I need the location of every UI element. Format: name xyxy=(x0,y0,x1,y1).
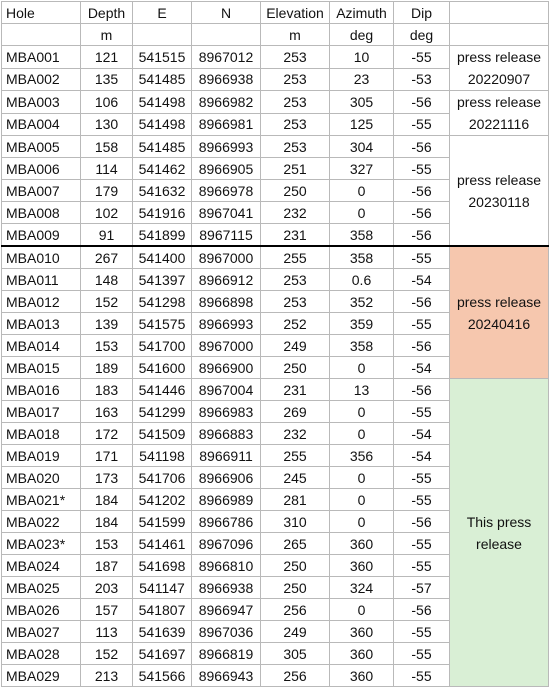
cell-elevation: 255 xyxy=(261,246,330,269)
cell-easting: 541706 xyxy=(133,467,192,489)
cell-depth: 113 xyxy=(81,621,133,643)
cell-depth: 121 xyxy=(81,46,133,69)
cell-northing: 8966981 xyxy=(192,113,261,136)
drill-hole-table xyxy=(1,1,549,687)
unit-hole xyxy=(2,24,81,46)
unit-notes xyxy=(450,24,549,46)
cell-dip: -56 xyxy=(394,136,450,158)
cell-hole: MBA009 xyxy=(2,224,81,247)
cell-elevation: 245 xyxy=(261,467,330,489)
cell-northing: 8966898 xyxy=(192,291,261,313)
cell-depth: 139 xyxy=(81,313,133,335)
cell-azimuth: 0 xyxy=(330,489,394,511)
cell-easting: 541397 xyxy=(133,269,192,291)
cell-hole: MBA026 xyxy=(2,599,81,621)
cell-dip: -55 xyxy=(394,665,450,687)
cell-elevation: 253 xyxy=(261,136,330,158)
cell-elevation: 281 xyxy=(261,489,330,511)
cell-elevation: 250 xyxy=(261,357,330,379)
cell-depth: 152 xyxy=(81,291,133,313)
cell-elevation: 256 xyxy=(261,599,330,621)
header-azimuth: Azimuth xyxy=(330,2,394,24)
cell-northing: 8966911 xyxy=(192,445,261,467)
cell-hole: MBA017 xyxy=(2,401,81,423)
cell-northing: 8966993 xyxy=(192,136,261,158)
press-release-note xyxy=(450,136,549,247)
cell-northing: 8966912 xyxy=(192,269,261,291)
cell-azimuth: 23 xyxy=(330,68,394,91)
cell-dip: -55 xyxy=(394,246,450,269)
cell-northing: 8967012 xyxy=(192,46,261,69)
cell-depth: 163 xyxy=(81,401,133,423)
note-line: press release xyxy=(456,293,542,310)
cell-depth: 153 xyxy=(81,335,133,357)
cell-azimuth: 358 xyxy=(330,335,394,357)
cell-hole: MBA025 xyxy=(2,577,81,599)
cell-depth: 187 xyxy=(81,555,133,577)
cell-dip: -55 xyxy=(394,621,450,643)
cell-hole: MBA016 xyxy=(2,379,81,401)
cell-easting: 541498 xyxy=(133,91,192,114)
cell-northing: 8966947 xyxy=(192,599,261,621)
cell-easting: 541899 xyxy=(133,224,192,247)
cell-azimuth: 13 xyxy=(330,379,394,401)
cell-easting: 541509 xyxy=(133,423,192,445)
cell-easting: 541446 xyxy=(133,379,192,401)
cell-northing: 8967004 xyxy=(192,379,261,401)
cell-northing: 8966978 xyxy=(192,180,261,202)
cell-elevation: 253 xyxy=(261,113,330,136)
note-line: 20230118 xyxy=(468,193,530,210)
cell-azimuth: 358 xyxy=(330,246,394,269)
cell-hole: MBA018 xyxy=(2,423,81,445)
cell-hole: MBA020 xyxy=(2,467,81,489)
cell-elevation: 249 xyxy=(261,621,330,643)
cell-hole: MBA006 xyxy=(2,158,81,180)
cell-dip: -56 xyxy=(394,180,450,202)
cell-dip: -56 xyxy=(394,511,450,533)
cell-depth: 148 xyxy=(81,269,133,291)
cell-easting: 541916 xyxy=(133,202,192,224)
cell-easting: 541498 xyxy=(133,113,192,136)
cell-easting: 541600 xyxy=(133,357,192,379)
press-release-note xyxy=(450,46,549,91)
cell-northing: 8967036 xyxy=(192,621,261,643)
cell-northing: 8966900 xyxy=(192,357,261,379)
cell-elevation: 250 xyxy=(261,180,330,202)
cell-easting: 541147 xyxy=(133,577,192,599)
cell-northing: 8966905 xyxy=(192,158,261,180)
note-line: press release xyxy=(456,94,542,110)
cell-depth: 114 xyxy=(81,158,133,180)
cell-depth: 102 xyxy=(81,202,133,224)
cell-dip: -56 xyxy=(394,202,450,224)
cell-dip: -55 xyxy=(394,313,450,335)
cell-dip: -55 xyxy=(394,555,450,577)
unit-northing xyxy=(192,24,261,46)
cell-elevation: 265 xyxy=(261,533,330,555)
cell-easting: 541400 xyxy=(133,246,192,269)
cell-azimuth: 360 xyxy=(330,643,394,665)
cell-hole: MBA029 xyxy=(2,665,81,687)
cell-easting: 541639 xyxy=(133,621,192,643)
cell-elevation: 253 xyxy=(261,291,330,313)
cell-dip: -53 xyxy=(394,68,450,91)
cell-northing: 8966883 xyxy=(192,423,261,445)
table-body xyxy=(2,46,549,687)
cell-hole: MBA014 xyxy=(2,335,81,357)
cell-dip: -56 xyxy=(394,224,450,247)
cell-dip: -55 xyxy=(394,46,450,69)
cell-depth: 91 xyxy=(81,224,133,247)
cell-azimuth: 0 xyxy=(330,467,394,489)
cell-dip: -56 xyxy=(394,335,450,357)
cell-azimuth: 360 xyxy=(330,621,394,643)
cell-easting: 541299 xyxy=(133,401,192,423)
cell-hole: MBA019 xyxy=(2,445,81,467)
cell-hole: MBA001 xyxy=(2,46,81,69)
cell-dip: -56 xyxy=(394,379,450,401)
cell-azimuth: 352 xyxy=(330,291,394,313)
cell-depth: 171 xyxy=(81,445,133,467)
cell-depth: 173 xyxy=(81,467,133,489)
cell-depth: 184 xyxy=(81,489,133,511)
cell-elevation: 231 xyxy=(261,379,330,401)
cell-depth: 157 xyxy=(81,599,133,621)
note-line: This press xyxy=(466,513,532,530)
cell-easting: 541599 xyxy=(133,511,192,533)
cell-elevation: 269 xyxy=(261,401,330,423)
note-line: press release xyxy=(456,49,542,65)
cell-northing: 8967000 xyxy=(192,335,261,357)
cell-azimuth: 358 xyxy=(330,224,394,247)
cell-azimuth: 359 xyxy=(330,313,394,335)
unit-depth: m xyxy=(81,24,133,46)
cell-easting: 541485 xyxy=(133,136,192,158)
cell-hole: MBA002 xyxy=(2,68,81,91)
cell-depth: 130 xyxy=(81,113,133,136)
cell-easting: 541202 xyxy=(133,489,192,511)
cell-hole: MBA004 xyxy=(2,113,81,136)
cell-depth: 158 xyxy=(81,136,133,158)
cell-easting: 541566 xyxy=(133,665,192,687)
cell-azimuth: 327 xyxy=(330,158,394,180)
cell-hole: MBA013 xyxy=(2,313,81,335)
cell-hole: MBA022 xyxy=(2,511,81,533)
note-line: press release xyxy=(456,171,542,188)
cell-easting: 541698 xyxy=(133,555,192,577)
cell-northing: 8966819 xyxy=(192,643,261,665)
cell-dip: -57 xyxy=(394,577,450,599)
press-release-note xyxy=(450,246,549,379)
cell-dip: -55 xyxy=(394,489,450,511)
cell-dip: -55 xyxy=(394,467,450,489)
header-dip: Dip xyxy=(394,2,450,24)
cell-dip: -55 xyxy=(394,643,450,665)
cell-azimuth: 0 xyxy=(330,202,394,224)
cell-dip: -54 xyxy=(394,357,450,379)
cell-depth: 152 xyxy=(81,643,133,665)
table-row xyxy=(2,91,549,114)
cell-hole: MBA003 xyxy=(2,91,81,114)
cell-northing: 8966989 xyxy=(192,489,261,511)
cell-azimuth: 304 xyxy=(330,136,394,158)
cell-easting: 541485 xyxy=(133,68,192,91)
cell-elevation: 250 xyxy=(261,577,330,599)
table-row xyxy=(2,136,549,158)
cell-hole: MBA007 xyxy=(2,180,81,202)
cell-elevation: 232 xyxy=(261,202,330,224)
cell-dip: -56 xyxy=(394,91,450,114)
header-notes xyxy=(450,2,549,24)
cell-elevation: 250 xyxy=(261,555,330,577)
cell-elevation: 253 xyxy=(261,91,330,114)
cell-depth: 183 xyxy=(81,379,133,401)
cell-northing: 8966983 xyxy=(192,401,261,423)
cell-depth: 135 xyxy=(81,68,133,91)
cell-elevation: 252 xyxy=(261,313,330,335)
unit-azimuth: deg xyxy=(330,24,394,46)
cell-easting: 541575 xyxy=(133,313,192,335)
cell-depth: 172 xyxy=(81,423,133,445)
cell-easting: 541632 xyxy=(133,180,192,202)
cell-azimuth: 356 xyxy=(330,445,394,467)
cell-azimuth: 10 xyxy=(330,46,394,69)
cell-depth: 203 xyxy=(81,577,133,599)
cell-elevation: 249 xyxy=(261,335,330,357)
cell-dip: -54 xyxy=(394,445,450,467)
cell-azimuth: 305 xyxy=(330,91,394,114)
cell-dip: -55 xyxy=(394,158,450,180)
press-release-note xyxy=(450,379,549,687)
cell-northing: 8966982 xyxy=(192,91,261,114)
cell-azimuth: 125 xyxy=(330,113,394,136)
cell-depth: 153 xyxy=(81,533,133,555)
note-line: release xyxy=(476,535,522,552)
cell-elevation: 253 xyxy=(261,46,330,69)
cell-azimuth: 0.6 xyxy=(330,269,394,291)
cell-elevation: 253 xyxy=(261,68,330,91)
cell-depth: 184 xyxy=(81,511,133,533)
header-hole: Hole xyxy=(2,2,81,24)
unit-dip: deg xyxy=(394,24,450,46)
cell-azimuth: 0 xyxy=(330,511,394,533)
cell-dip: -55 xyxy=(394,533,450,555)
cell-elevation: 255 xyxy=(261,445,330,467)
cell-azimuth: 360 xyxy=(330,665,394,687)
cell-easting: 541198 xyxy=(133,445,192,467)
cell-azimuth: 360 xyxy=(330,555,394,577)
cell-easting: 541697 xyxy=(133,643,192,665)
cell-easting: 541515 xyxy=(133,46,192,69)
cell-elevation: 253 xyxy=(261,269,330,291)
header-row xyxy=(2,2,549,24)
cell-northing: 8967000 xyxy=(192,246,261,269)
cell-northing: 8967115 xyxy=(192,224,261,247)
cell-depth: 106 xyxy=(81,91,133,114)
header-easting: E xyxy=(133,2,192,24)
cell-depth: 189 xyxy=(81,357,133,379)
press-release-note xyxy=(450,91,549,136)
table-row xyxy=(2,379,549,401)
cell-elevation: 310 xyxy=(261,511,330,533)
cell-hole: MBA008 xyxy=(2,202,81,224)
cell-easting: 541462 xyxy=(133,158,192,180)
cell-northing: 8966906 xyxy=(192,467,261,489)
cell-easting: 541298 xyxy=(133,291,192,313)
cell-hole: MBA024 xyxy=(2,555,81,577)
table-row xyxy=(2,46,549,69)
note-line: 20221116 xyxy=(468,116,530,132)
unit-easting xyxy=(133,24,192,46)
cell-hole: MBA010 xyxy=(2,246,81,269)
cell-northing: 8966810 xyxy=(192,555,261,577)
header-depth: Depth xyxy=(81,2,133,24)
note-line: 20220907 xyxy=(467,71,531,87)
cell-dip: -55 xyxy=(394,401,450,423)
cell-elevation: 305 xyxy=(261,643,330,665)
cell-azimuth: 360 xyxy=(330,533,394,555)
cell-azimuth: 324 xyxy=(330,577,394,599)
unit-elevation: m xyxy=(261,24,330,46)
cell-hole: MBA028 xyxy=(2,643,81,665)
cell-northing: 8966938 xyxy=(192,68,261,91)
cell-hole: MBA023* xyxy=(2,533,81,555)
cell-dip: -56 xyxy=(394,291,450,313)
note-line: 20240416 xyxy=(467,315,531,332)
cell-hole: MBA011 xyxy=(2,269,81,291)
units-row xyxy=(2,24,549,46)
cell-elevation: 232 xyxy=(261,423,330,445)
cell-northing: 8966993 xyxy=(192,313,261,335)
cell-depth: 179 xyxy=(81,180,133,202)
cell-depth: 213 xyxy=(81,665,133,687)
cell-easting: 541461 xyxy=(133,533,192,555)
cell-dip: -55 xyxy=(394,113,450,136)
cell-northing: 8967041 xyxy=(192,202,261,224)
cell-elevation: 251 xyxy=(261,158,330,180)
cell-hole: MBA027 xyxy=(2,621,81,643)
cell-northing: 8966786 xyxy=(192,511,261,533)
cell-hole: MBA021* xyxy=(2,489,81,511)
cell-azimuth: 0 xyxy=(330,599,394,621)
cell-dip: -56 xyxy=(394,599,450,621)
cell-dip: -54 xyxy=(394,269,450,291)
cell-dip: -54 xyxy=(394,423,450,445)
cell-hole: MBA012 xyxy=(2,291,81,313)
cell-hole: MBA005 xyxy=(2,136,81,158)
cell-northing: 8966938 xyxy=(192,577,261,599)
cell-elevation: 256 xyxy=(261,665,330,687)
cell-easting: 541807 xyxy=(133,599,192,621)
header-elevation: Elevation xyxy=(261,2,330,24)
header-northing: N xyxy=(192,2,261,24)
cell-elevation: 231 xyxy=(261,224,330,247)
cell-depth: 267 xyxy=(81,246,133,269)
cell-azimuth: 0 xyxy=(330,357,394,379)
cell-azimuth: 0 xyxy=(330,423,394,445)
cell-azimuth: 0 xyxy=(330,180,394,202)
cell-northing: 8966943 xyxy=(192,665,261,687)
cell-hole: MBA015 xyxy=(2,357,81,379)
table-row xyxy=(2,246,549,269)
cell-easting: 541700 xyxy=(133,335,192,357)
cell-northing: 8967096 xyxy=(192,533,261,555)
cell-azimuth: 0 xyxy=(330,401,394,423)
